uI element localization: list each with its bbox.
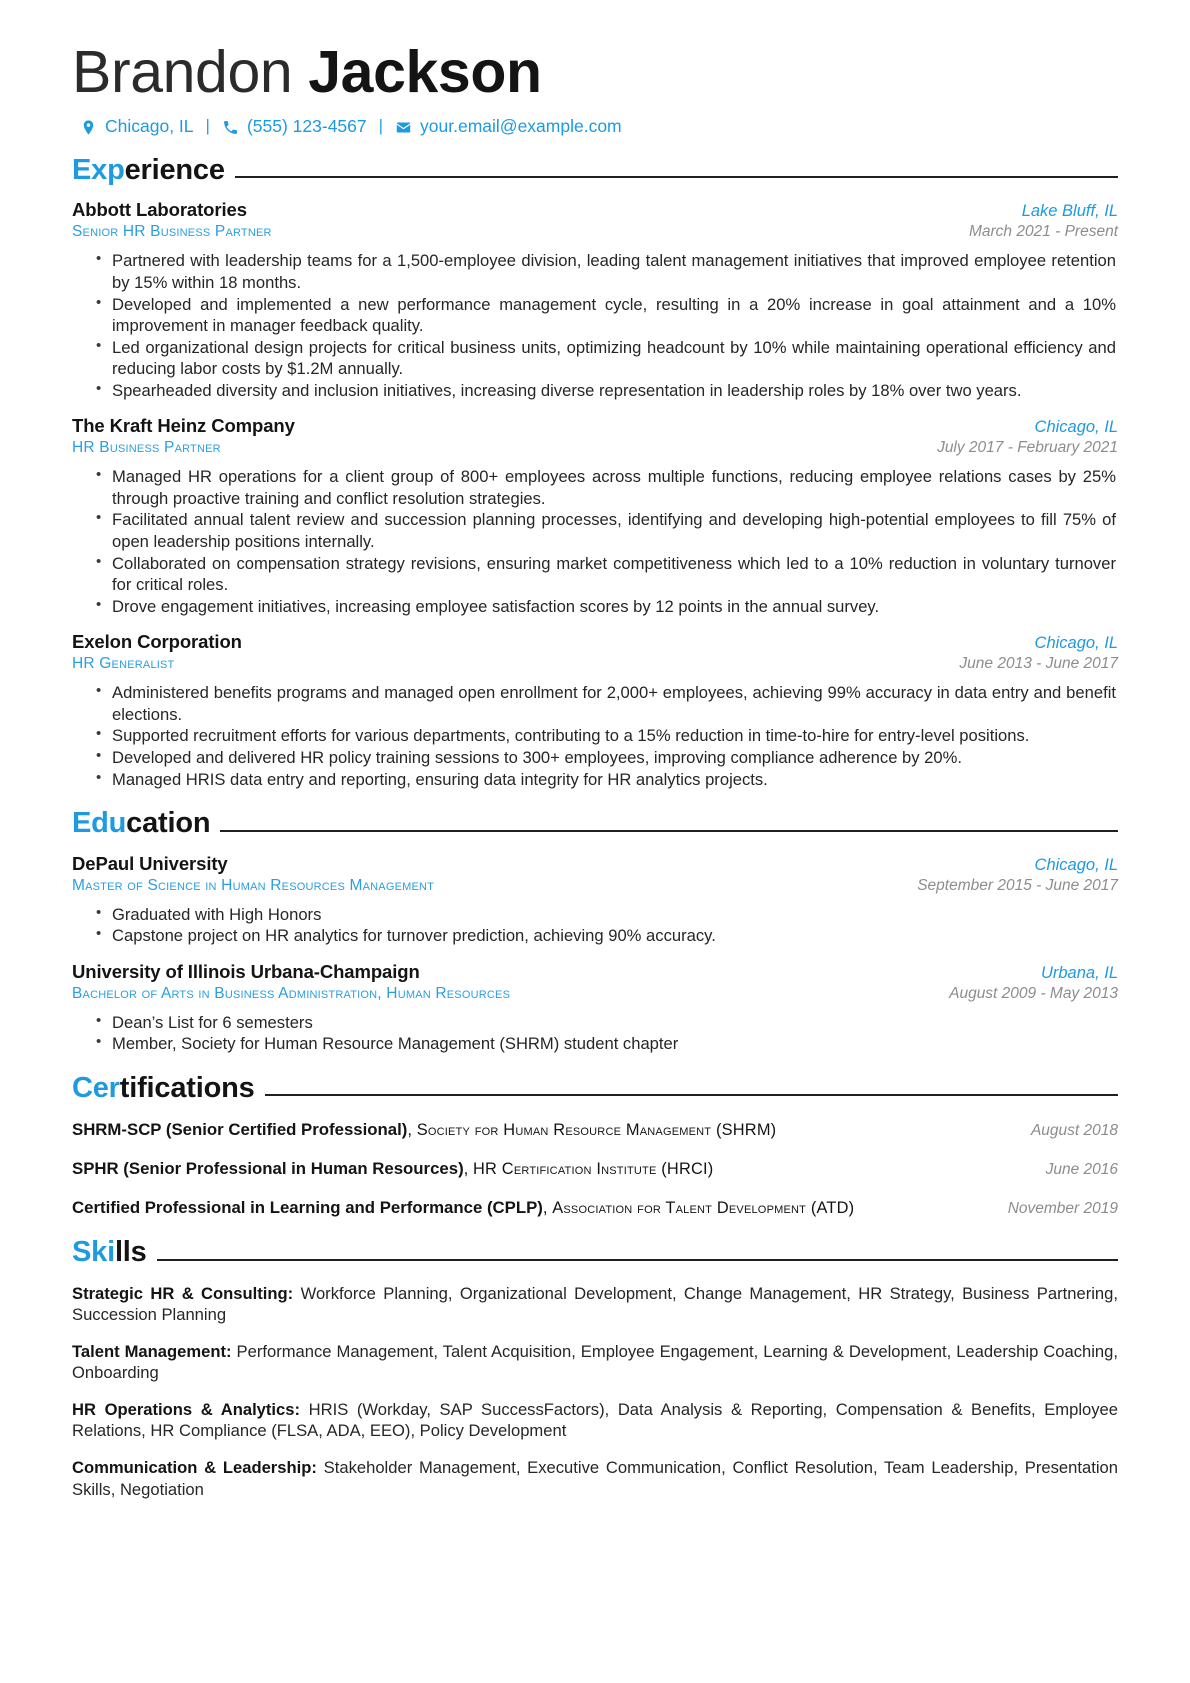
employer-name: The Kraft Heinz Company	[72, 415, 295, 437]
employer-location: Chicago, IL	[1034, 418, 1118, 437]
certification-date: November 2019	[1007, 1199, 1118, 1217]
section-title	[72, 1237, 157, 1267]
skill-group	[72, 1341, 1118, 1384]
contact-separator-1: |	[205, 116, 210, 136]
list-item: • Led organizational design projects for critical business units, optimizing headcount by 10% while maintaining operational efficiency and reducing labor costs by $1.2M annually.	[112, 337, 1118, 380]
school-name: DePaul University	[72, 852, 228, 874]
employer-location: Chicago, IL	[1034, 634, 1118, 653]
certification-name: SPHR (Senior Professional in Human Resources)	[72, 1158, 464, 1178]
degree-title: Master of Science in Human Resources Management	[72, 876, 435, 894]
section-title-rest: lls	[114, 1236, 147, 1269]
location-text: Chicago, IL	[105, 115, 194, 136]
certification-comma: ,	[407, 1120, 417, 1140]
degree-dates: August 2009 - May 2013	[949, 984, 1118, 1002]
contact-separator-2: |	[378, 116, 384, 136]
skill-category: Talent Management:	[72, 1341, 232, 1361]
section-heading-certifications	[72, 1073, 1118, 1103]
experience-entry	[72, 415, 1118, 617]
contact-location	[80, 116, 194, 137]
skill-items: Performance Management, Talent Acquisition, Employee Engagement, Learning & Development, Leadership Coaching, Onboarding	[72, 1341, 1118, 1383]
entry-subheader-row	[72, 439, 1118, 457]
list-item: • Administered benefits programs and managed open enrollment for 2,000+ employees, achieving 99% accuracy in data entry and benefit elections.	[112, 682, 1118, 725]
section-title	[72, 808, 220, 838]
job-title: Senior HR Business Partner	[72, 223, 272, 241]
job-dates: March 2021 - Present	[968, 223, 1118, 241]
education-detail-list	[72, 904, 1118, 947]
certification-comma: ,	[463, 1158, 473, 1178]
skill-group	[72, 1283, 1118, 1326]
certification-name: SHRM-SCP (Senior Certified Professional)	[72, 1120, 408, 1140]
section-education	[72, 808, 1118, 1055]
contact-phone[interactable]	[222, 116, 367, 137]
job-dates: July 2017 - February 2021	[937, 439, 1118, 457]
experience-entry	[72, 199, 1118, 401]
certification-issuer: Association for Talent Development (ATD)	[552, 1198, 855, 1217]
section-heading-skills	[72, 1237, 1118, 1267]
skill-items: Stakeholder Management, Executive Communication, Conflict Resolution, Team Leadership, Presentation Skills, Negotiation	[72, 1457, 1118, 1499]
list-item: • Supported recruitment efforts for various departments, contributing to a 15% reduction in time-to-hire for entry-level positions.	[112, 725, 1118, 747]
entry-header-row	[72, 961, 1118, 983]
list-item: • Developed and delivered HR policy training sessions to 300+ employees, improving compliance adherence by 20%.	[112, 747, 1118, 769]
phone-text: (555) 123-4567	[246, 115, 367, 136]
section-experience	[72, 155, 1118, 790]
section-heading-education	[72, 808, 1118, 838]
job-title: HR Generalist	[72, 655, 175, 673]
section-title-accent: Edu	[72, 807, 127, 840]
skill-category: Communication & Leadership:	[72, 1457, 317, 1477]
section-title-accent: Cer	[72, 1071, 120, 1104]
last-name: Jackson	[308, 39, 542, 105]
degree-title: Bachelor of Arts in Business Administration, Human Resources	[72, 984, 511, 1002]
list-item: • Managed HRIS data entry and reporting, ensuring data integrity for HR analytics projects.	[112, 769, 1118, 791]
employer-name: Exelon Corporation	[72, 631, 242, 653]
certification-date: June 2016	[1045, 1160, 1118, 1178]
entry-header-row	[72, 631, 1118, 653]
entry-header-row	[72, 853, 1118, 875]
list-item: • Collaborated on compensation strategy revisions, ensuring market competitiveness which led to a 10% reduction in voluntary turnover for critical roles.	[112, 553, 1118, 596]
section-divider	[235, 176, 1118, 178]
certification-entry	[72, 1197, 1118, 1220]
entry-subheader-row	[72, 985, 1118, 1003]
email-text: your.email@example.com	[420, 115, 622, 136]
section-title-rest: cation	[126, 807, 211, 840]
education-entry	[72, 961, 1118, 1055]
responsibility-list	[72, 682, 1118, 790]
certification-issuer: HR Certification Institute (HRCI)	[472, 1159, 714, 1178]
contact-line	[80, 116, 1118, 137]
responsibility-list	[72, 466, 1118, 617]
certification-text	[72, 1119, 1007, 1142]
list-item: • Spearheaded diversity and inclusion initiatives, increasing diverse representation in leadership roles by 18% over two years.	[112, 380, 1118, 402]
skill-category: HR Operations & Analytics:	[72, 1399, 301, 1419]
section-title	[72, 155, 235, 185]
education-entry	[72, 853, 1118, 947]
entry-header-row	[72, 415, 1118, 437]
first-name: Brandon	[72, 39, 293, 105]
section-divider	[220, 830, 1118, 832]
degree-dates: September 2015 - June 2017	[917, 876, 1118, 894]
section-title-accent: Ski	[72, 1236, 115, 1269]
section-title-rest: erience	[124, 153, 225, 186]
certification-date: August 2018	[1030, 1122, 1118, 1140]
list-item: • Capstone project on HR analytics for turnover prediction, achieving 90% accuracy.	[112, 925, 1118, 947]
certification-name: Certified Professional in Learning and Performance (CPLP)	[72, 1197, 543, 1217]
list-item: • Member, Society for Human Resource Management (SHRM) student chapter	[112, 1033, 1118, 1055]
entry-subheader-row	[72, 655, 1118, 673]
certification-issuer: Society for Human Resource Management (SHRM)	[416, 1121, 777, 1140]
phone-icon	[222, 119, 239, 136]
skill-group	[72, 1399, 1118, 1442]
section-divider	[265, 1094, 1118, 1096]
resume-header	[72, 39, 1118, 137]
skill-category: Strategic HR & Consulting:	[72, 1283, 294, 1303]
list-item: • Managed HR operations for a client group of 800+ employees across multiple functions, reducing employee relations cases by 25% through proactive training and conflict resolution strategies.	[112, 466, 1118, 509]
section-heading-experience	[72, 155, 1118, 185]
contact-email[interactable]	[395, 116, 622, 137]
school-name: University of Illinois Urbana-Champaign	[72, 960, 420, 982]
entry-header-row	[72, 199, 1118, 221]
list-item: • Drove engagement initiatives, increasing employee satisfaction scores by 12 points in the annual survey.	[112, 596, 1118, 618]
education-detail-list	[72, 1012, 1118, 1055]
employer-name: Abbott Laboratories	[72, 199, 247, 221]
certification-entry	[72, 1158, 1118, 1181]
list-item: • Graduated with High Honors	[112, 904, 1118, 926]
list-item: • Facilitated annual talent review and succession planning processes, identifying and developing high-potential employees to fill 75% of open leadership positions internally.	[112, 509, 1118, 552]
experience-entry	[72, 631, 1118, 790]
school-location: Urbana, IL	[1040, 963, 1118, 982]
section-title	[72, 1073, 265, 1103]
list-item: • Developed and implemented a new performance management cycle, resulting in a 20% increase in goal attainment and a 10% improvement in manager feedback quality.	[112, 294, 1118, 337]
candidate-name	[72, 39, 1118, 105]
list-item: • Dean’s List for 6 semesters	[112, 1012, 1118, 1034]
entry-subheader-row	[72, 877, 1118, 895]
entry-subheader-row	[72, 223, 1118, 241]
employer-location: Lake Bluff, IL	[1021, 202, 1118, 221]
envelope-icon	[395, 119, 412, 136]
skill-group	[72, 1457, 1118, 1500]
skill-items: HRIS (Workday, SAP SuccessFactors), Data Analysis & Reporting, Compensation & Benefits, Employee Relations, HR Compliance (FLSA, ADA, EEO), Policy Development	[72, 1399, 1118, 1441]
responsibility-list	[72, 250, 1118, 401]
list-item: • Partnered with leadership teams for a 1,500-employee division, leading talent management initiatives that improved employee retention by 15% within 18 months.	[112, 250, 1118, 293]
school-location: Chicago, IL	[1034, 855, 1118, 874]
certification-text	[72, 1197, 984, 1220]
certification-text	[72, 1158, 1022, 1181]
section-divider	[157, 1259, 1118, 1261]
skill-items: Workforce Planning, Organizational Development, Change Management, HR Strategy, Business Partnering, Succession Planning	[72, 1283, 1118, 1325]
job-title: HR Business Partner	[72, 439, 221, 457]
map-pin-icon	[80, 119, 97, 136]
section-title-rest: tifications	[119, 1071, 255, 1104]
section-title-accent: Exp	[72, 153, 125, 186]
job-dates: June 2013 - June 2017	[959, 655, 1118, 673]
certification-entry	[72, 1119, 1118, 1142]
section-skills	[72, 1237, 1118, 1500]
section-certifications	[72, 1073, 1118, 1219]
certification-comma: ,	[542, 1197, 553, 1217]
